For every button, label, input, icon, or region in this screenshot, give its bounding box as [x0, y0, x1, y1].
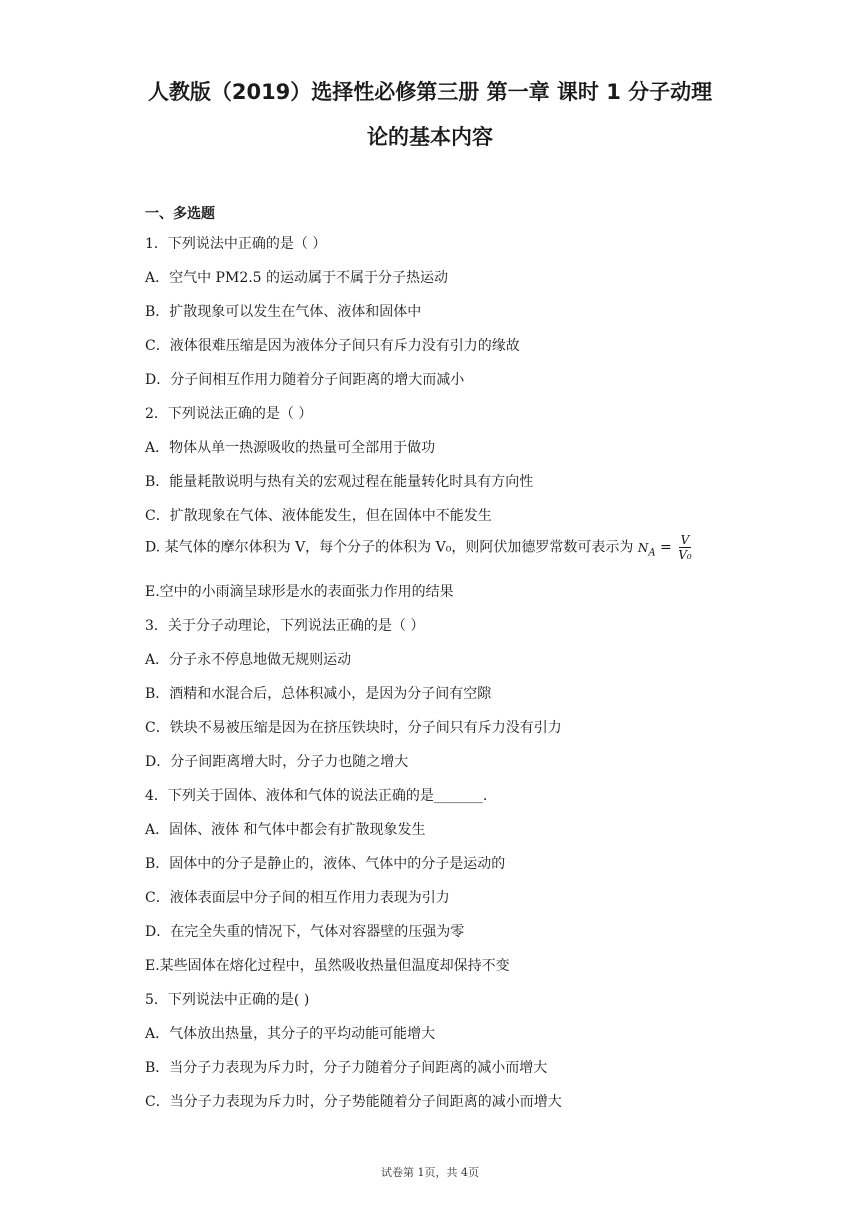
- option-1b: B．扩散现象可以发生在气体、液体和固体中: [145, 304, 422, 320]
- formula-numerator: V: [680, 533, 690, 547]
- option-3d: D．分子间距离增大时，分子力也随之增大: [145, 754, 409, 770]
- option-2e: E.空中的小雨滴呈球形是水的表面张力作用的结果: [145, 584, 454, 600]
- option-2d: D. 某气体的摩尔体积为 V，每个分子的体积为 V₀，则阿伏加德罗常数可表示为: [145, 539, 634, 556]
- option-2a: A．物体从单一热源吸收的热量可全部用于做功: [145, 440, 436, 456]
- option-4c: C．液体表面层中分子间的相互作用力表现为引力: [145, 890, 450, 906]
- question-2: 2．下列说法正确的是（ ）: [145, 406, 313, 422]
- option-5b: B．当分子力表现为斥力时，分子力随着分子间距离的减小而增大: [145, 1060, 548, 1076]
- question-1: 1．下列说法中正确的是（ ）: [145, 236, 327, 252]
- option-3c: C．铁块不易被压缩是因为在挤压铁块时，分子间只有斥力没有引力: [145, 720, 562, 736]
- formula-fraction: [678, 533, 691, 562]
- option-2d-row: [145, 533, 692, 562]
- option-4a: A．固体、液体 和气体中都会有扩散现象发生: [145, 822, 426, 838]
- formula-lhs: $N_A$: [637, 540, 656, 558]
- question-3: 3．关于分子动理论，下列说法正确的是（ ）: [145, 618, 425, 634]
- document-title-line2: 论的基本内容: [367, 125, 493, 149]
- option-1c: C．液体很难压缩是因为液体分子间只有斥力没有引力的缘故: [145, 338, 520, 354]
- section-heading: 一、多选题: [145, 206, 215, 222]
- formula-denominator: V₀: [678, 548, 692, 562]
- page-footer: 试卷第 1页，共 4页: [381, 1166, 479, 1179]
- formula-equals: =: [655, 539, 672, 556]
- option-3a: A．分子永不停息地做无规则运动: [145, 652, 352, 668]
- option-2c: C．扩散现象在气体、液体能发生，但在固体中不能发生: [145, 508, 492, 524]
- question-5: 5．下列说法中正确的是( ): [145, 992, 310, 1008]
- option-4d: D．在完全失重的情况下，气体对容器壁的压强为零: [145, 924, 465, 940]
- option-1d: D．分子间相互作用力随着分子间距离的增大而减小: [145, 372, 465, 388]
- option-5c: C．当分子力表现为斥力时，分子势能随着分子间距离的减小而增大: [145, 1094, 562, 1110]
- option-5a: A．气体放出热量，其分子的平均动能可能增大: [145, 1026, 436, 1042]
- document-title-line1: 人教版（2019）选择性必修第三册 第一章 课时 1 分子动理: [147, 80, 713, 104]
- option-4e: E.某些固体在熔化过程中，虽然吸收热量但温度却保持不变: [145, 958, 510, 974]
- option-1a: A．空气中 PM2.5 的运动属于不属于分子热运动: [145, 270, 449, 286]
- option-3b: B．酒精和水混合后，总体积减小，是因为分子间有空隙: [145, 686, 492, 702]
- option-4b: B．固体中的分子是静止的，液体、气体中的分子是运动的: [145, 856, 506, 872]
- option-2b: B．能量耗散说明与热有关的宏观过程在能量转化时具有方向性: [145, 474, 534, 490]
- question-4: 4．下列关于固体、液体和气体的说法正确的是_______.: [145, 788, 488, 804]
